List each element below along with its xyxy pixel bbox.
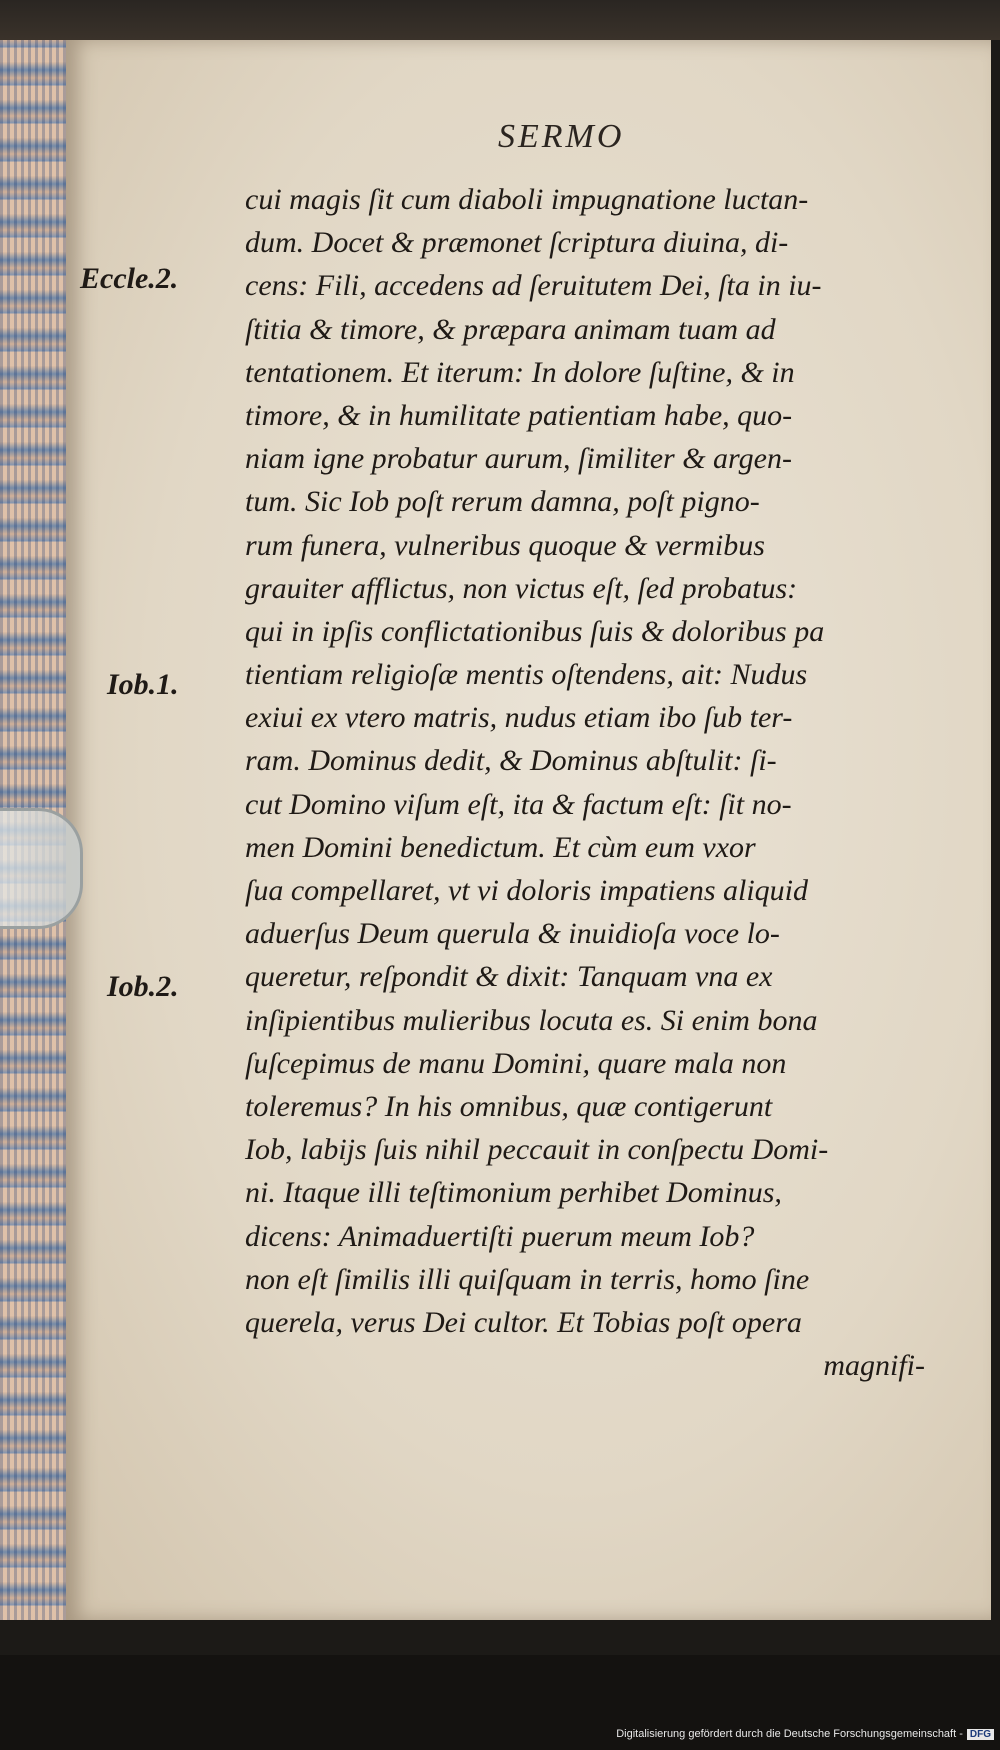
text-line: grauiter afflictus, non victus eſt, ſed probatus:: [245, 571, 798, 605]
text-line: inſipientibus mulieribus locuta es. Si enim bona: [245, 1003, 818, 1037]
text-line: timore, & in humilitate patientiam habe, quo-: [245, 398, 793, 432]
page-clip: [0, 808, 83, 929]
text-line: queretur, reſpondit & dixit: Tanquam vna ex: [245, 960, 773, 994]
text-line: tentationem. Et iterum: In dolore ſuſtine, & in: [245, 355, 795, 389]
text-line: querela, verus Dei cultor. Et Tobias poſt opera: [245, 1305, 802, 1339]
text-line: cens: Fili, accedens ad ſeruitutem Dei, ſta in iu-: [245, 269, 822, 303]
running-head: SERMO: [498, 118, 625, 155]
text-line: Iob, labijs ſuis nihil peccauit in conſpectu Domi-: [245, 1133, 829, 1167]
text-line: non eſt ſimilis illi quiſquam in terris, homo ſine: [245, 1262, 810, 1296]
text-line: tientiam religioſæ mentis oſtendens, ait: Nudus: [245, 658, 808, 692]
marginal-note-eccle: Eccle.2.: [80, 262, 179, 295]
text-line: aduerſus Deum querula & inuidioſa voce lo-: [245, 917, 780, 951]
text-line: ni. Itaque illi teſtimonium perhibet Dominus,: [245, 1176, 782, 1210]
dfg-logo: DFG: [967, 1729, 994, 1740]
marginal-note-iob-2: Iob.2.: [107, 970, 179, 1003]
text-line: dum. Docet & præmonet ſcriptura diuina, di-: [245, 226, 789, 260]
text-line: ſuſcepimus de manu Domini, quare mala non: [245, 1046, 787, 1080]
text-line: ſtitia & timore, & præpara animam tuam ad: [245, 312, 776, 346]
text-line: exiui ex vtero matris, nudus etiam ibo ſub ter-: [245, 701, 793, 735]
text-line: qui in ipſis conflictationibus ſuis & doloribus pa: [245, 614, 825, 648]
digitization-credit: [616, 1728, 994, 1740]
text-line: ram. Dominus dedit, & Dominus abſtulit: ſi-: [245, 744, 777, 778]
scan-top-background: [0, 0, 1000, 40]
marginal-note-iob-1: Iob.1.: [107, 668, 179, 701]
catchword: magnifi-: [823, 1349, 925, 1383]
text-line: tum. Sic Iob poſt rerum damna, poſt pigno-: [245, 485, 760, 519]
text-line: ſua compellaret, vt vi doloris impatiens aliquid: [245, 874, 808, 907]
text-line: dicens: Animaduertiſti puerum meum Iob?: [245, 1219, 755, 1253]
credit-text: Digitalisierung gefördert durch die Deutsche Forschungsgemeinschaft -: [616, 1728, 963, 1740]
text-line: men Domini benedictum. Et cùm eum vxor: [245, 830, 756, 864]
body-text: [245, 178, 925, 1387]
text-line: niam igne probatur aurum, ſimiliter & argen-: [245, 442, 792, 476]
text-line: toleremus? In his omnibus, quæ contigerunt: [245, 1089, 773, 1123]
text-line: cui magis ſit cum diaboli impugnatione luctan-: [245, 183, 809, 216]
text-line: rum funera, vulneribus quoque & vermibus: [245, 528, 765, 562]
text-line: cut Domino viſum eſt, ita & factum eſt: ſit no-: [245, 787, 792, 821]
